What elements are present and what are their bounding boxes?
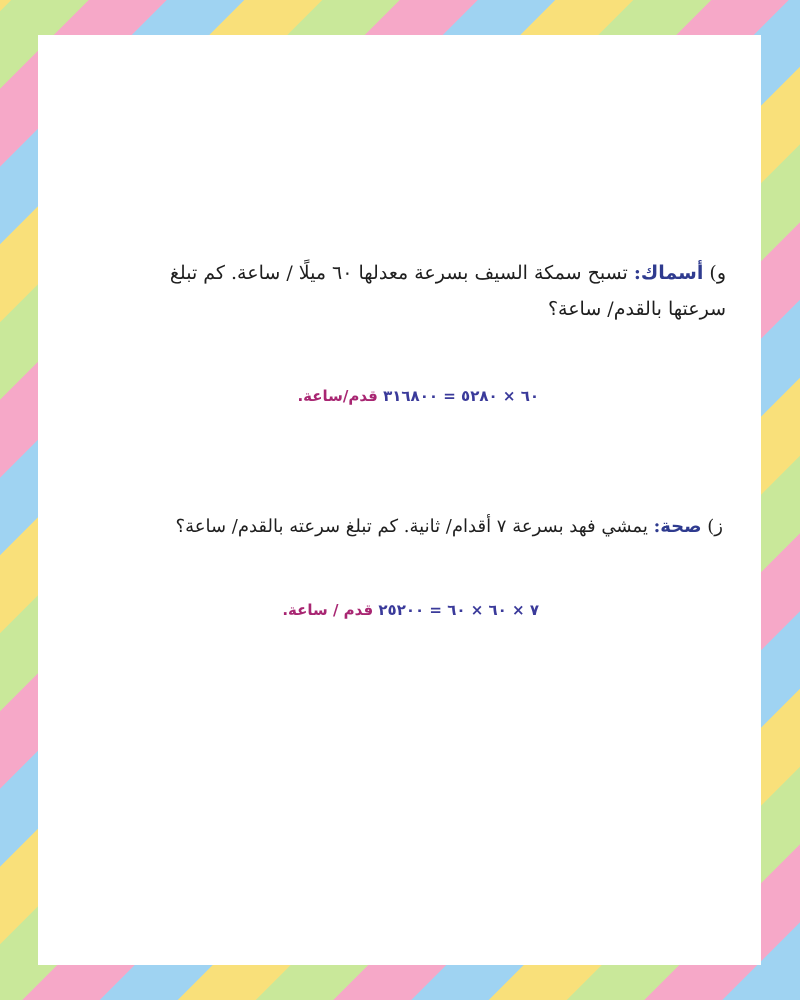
problem-text-line2: سرعتها بالقدم/ ساعة؟: [547, 298, 726, 320]
answer-g: [282, 601, 539, 619]
topic-colon: :: [633, 262, 641, 284]
problem-f: [76, 255, 726, 327]
answer-unit: قدم / ساعة.: [282, 601, 374, 619]
problem-topic: صحة: [660, 516, 702, 537]
topic-colon: :: [653, 516, 661, 537]
problem-text-line1: تسبح سمكة السيف بسرعة معدلها ٦٠ ميلًا / ساعة. كم تبلغ: [169, 262, 628, 284]
answer-expression: ٦٠ × ٥٢٨٠ = ٣١٦٨٠٠: [383, 387, 539, 405]
answer-expression: ٧ × ٦٠ × ٦٠ = ٢٥٢٠٠: [378, 601, 539, 619]
problem-topic: أسماك: [640, 262, 704, 284]
answer-unit: قدم/ساعة.: [297, 387, 378, 405]
problem-letter: و): [709, 262, 726, 284]
problem-g: [83, 510, 723, 544]
answer-f: [297, 387, 539, 405]
problem-text-line1: يمشي فهد بسرعة ٧ أقدام/ ثانية. كم تبلغ سرعته بالقدم/ ساعة؟: [175, 516, 648, 537]
content-card: [38, 35, 761, 965]
problem-letter: ز): [707, 516, 723, 537]
